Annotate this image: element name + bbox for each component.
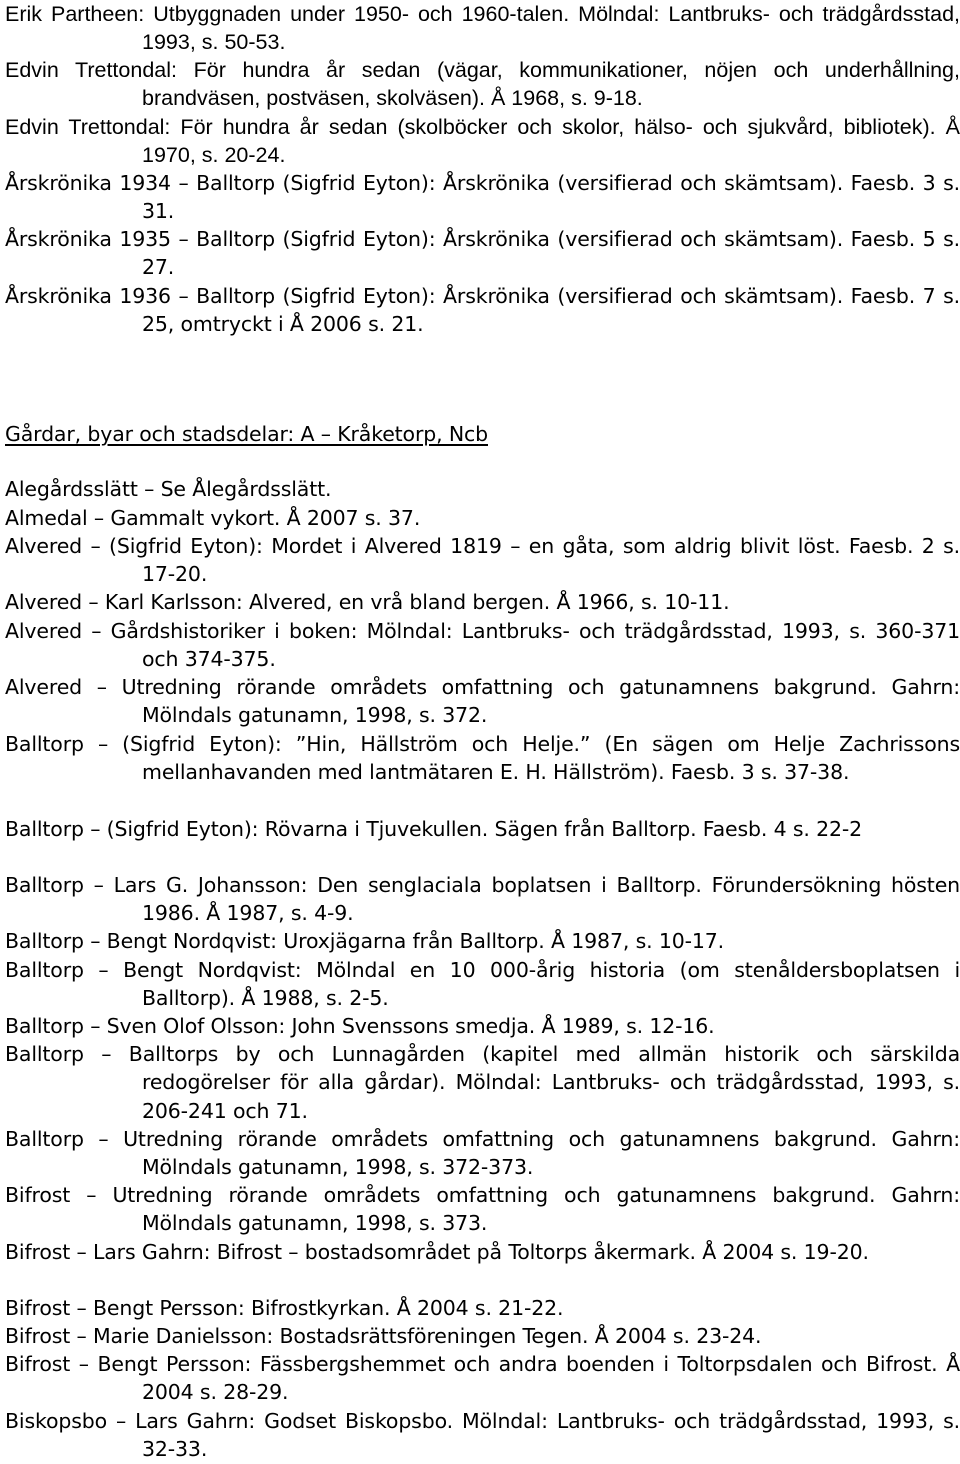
bibliography-entry: Edvin Trettondal: För hundra år sedan (skolböcker och skolor, hälso- och sjukvård, bibliotek). Å 1970, s. 20-24.	[5, 115, 960, 168]
bibliography-entry: Bifrost – Bengt Persson: Bifrostkyrkan. Å 2004 s. 21-22.	[5, 1296, 564, 1320]
bibliography-entry: Bifrost – Marie Danielsson: Bostadsrättsföreningen Tegen. Å 2004 s. 23-24.	[5, 1324, 762, 1348]
bibliography-entry: Balltorp – (Sigfrid Eyton): Rövarna i Tjuvekullen. Sägen från Balltorp. Faesb. 4 s. 22-2	[5, 817, 863, 841]
bibliography-entry: Balltorp – Utredning rörande områdets omfattning och gatunamnens bakgrund. Gahrn: Mölndals gatunamn, 1998, s. 372-373.	[5, 1127, 960, 1180]
bibliography-entry: Alegårdsslätt – Se Ålegårdsslätt.	[5, 477, 332, 501]
bibliography-entry: Bifrost – Lars Gahrn: Bifrost – bostadsområdet på Toltorps åkermark. Å 2004 s. 19-20.	[5, 1240, 869, 1264]
bibliography-entry: Alvered – Karl Karlsson: Alvered, en vrå bland bergen. Å 1966, s. 10-11.	[5, 590, 730, 614]
bibliography-entry: Bifrost – Utredning rörande områdets omfattning och gatunamnens bakgrund. Gahrn: Mölndals gatunamn, 1998, s. 373.	[5, 1183, 960, 1236]
bibliography-entry: Balltorp – Lars G. Johansson: Den senglaciala boplatsen i Balltorp. Förundersökning hösten 1986. Å 1987, s. 4-9.	[5, 873, 960, 926]
bibliography-entry: Edvin Trettondal: För hundra år sedan (vägar, kommunikationer, nöjen och underhållning, brandväsen, postväsen, skolväsen). Å 1968, s. 9-18.	[5, 58, 960, 111]
bibliography-entry: Balltorp – Bengt Nordqvist: Mölndal en 10 000-årig historia (om stenåldersboplatsen i Balltorp). Å 1988, s. 2-5.	[5, 958, 960, 1011]
bibliography-entry: Bifrost – Bengt Persson: Fässbergshemmet och andra boenden i Toltorpsdalen och Bifrost. Å 2004 s. 28-29.	[5, 1352, 960, 1405]
bibliography-entry: Biskopsbo – Lars Gahrn: Godset Biskopsbo. Mölndal: Lantbruks- och trädgårdsstad, 1993, s. 32-33.	[5, 1409, 960, 1462]
bibliography-entry: Årskrönika 1935 – Balltorp (Sigfrid Eyton): Årskrönika (versifierad och skämtsam). Faesb. 5 s. 27.	[5, 227, 960, 280]
bibliography-entry: Almedal – Gammalt vykort. Å 2007 s. 37.	[5, 506, 421, 530]
bibliography-entry: Erik Partheen: Utbyggnaden under 1950- och 1960-talen. Mölndal: Lantbruks- och trädgårdsstad, 1993, s. 50-53.	[5, 2, 960, 55]
bibliography-entry: Balltorp – Sven Olof Olsson: John Svenssons smedja. Å 1989, s. 12-16.	[5, 1014, 715, 1038]
bibliography-entry: Årskrönika 1934 – Balltorp (Sigfrid Eyton): Årskrönika (versifierad och skämtsam). Faesb. 3 s. 31.	[5, 171, 960, 224]
bibliography-entry: Balltorp – Balltorps by och Lunnagården (kapitel med allmän historik och särskilda redogörelser för alla gårdar). Mölndal: Lantbruks- och trädgårdsstad, 1993, s. 206-241 och 71.	[5, 1042, 960, 1123]
bibliography-entry: Alvered – (Sigfrid Eyton): Mordet i Alvered 1819 – en gåta, som aldrig blivit löst. Faesb. 2 s. 17-20.	[5, 534, 960, 587]
bibliography-entry: Årskrönika 1936 – Balltorp (Sigfrid Eyton): Årskrönika (versifierad och skämtsam). Faesb. 7 s. 25, omtryckt i Å 2006 s. 21.	[5, 284, 960, 337]
bibliography-entry: Balltorp – Bengt Nordqvist: Uroxjägarna från Balltorp. Å 1987, s. 10-17.	[5, 929, 725, 953]
bibliography-entry: Alvered – Gårdshistoriker i boken: Mölndal: Lantbruks- och trädgårdsstad, 1993, s. 360-371 och 374-375.	[5, 619, 960, 672]
section-heading: Gårdar, byar och stadsdelar: A – Kråketorp, Ncb	[5, 422, 488, 446]
bibliography-entry: Alvered – Utredning rörande områdets omfattning och gatunamnens bakgrund. Gahrn: Mölndals gatunamn, 1998, s. 372.	[5, 675, 960, 728]
bibliography-entry: Balltorp – (Sigfrid Eyton): ”Hin, Hällström och Helje.” (En sägen om Helje Zachrissons mellanhavanden med lantmätaren E. H. Hällström). Faesb. 3 s. 37-38.	[5, 732, 960, 785]
